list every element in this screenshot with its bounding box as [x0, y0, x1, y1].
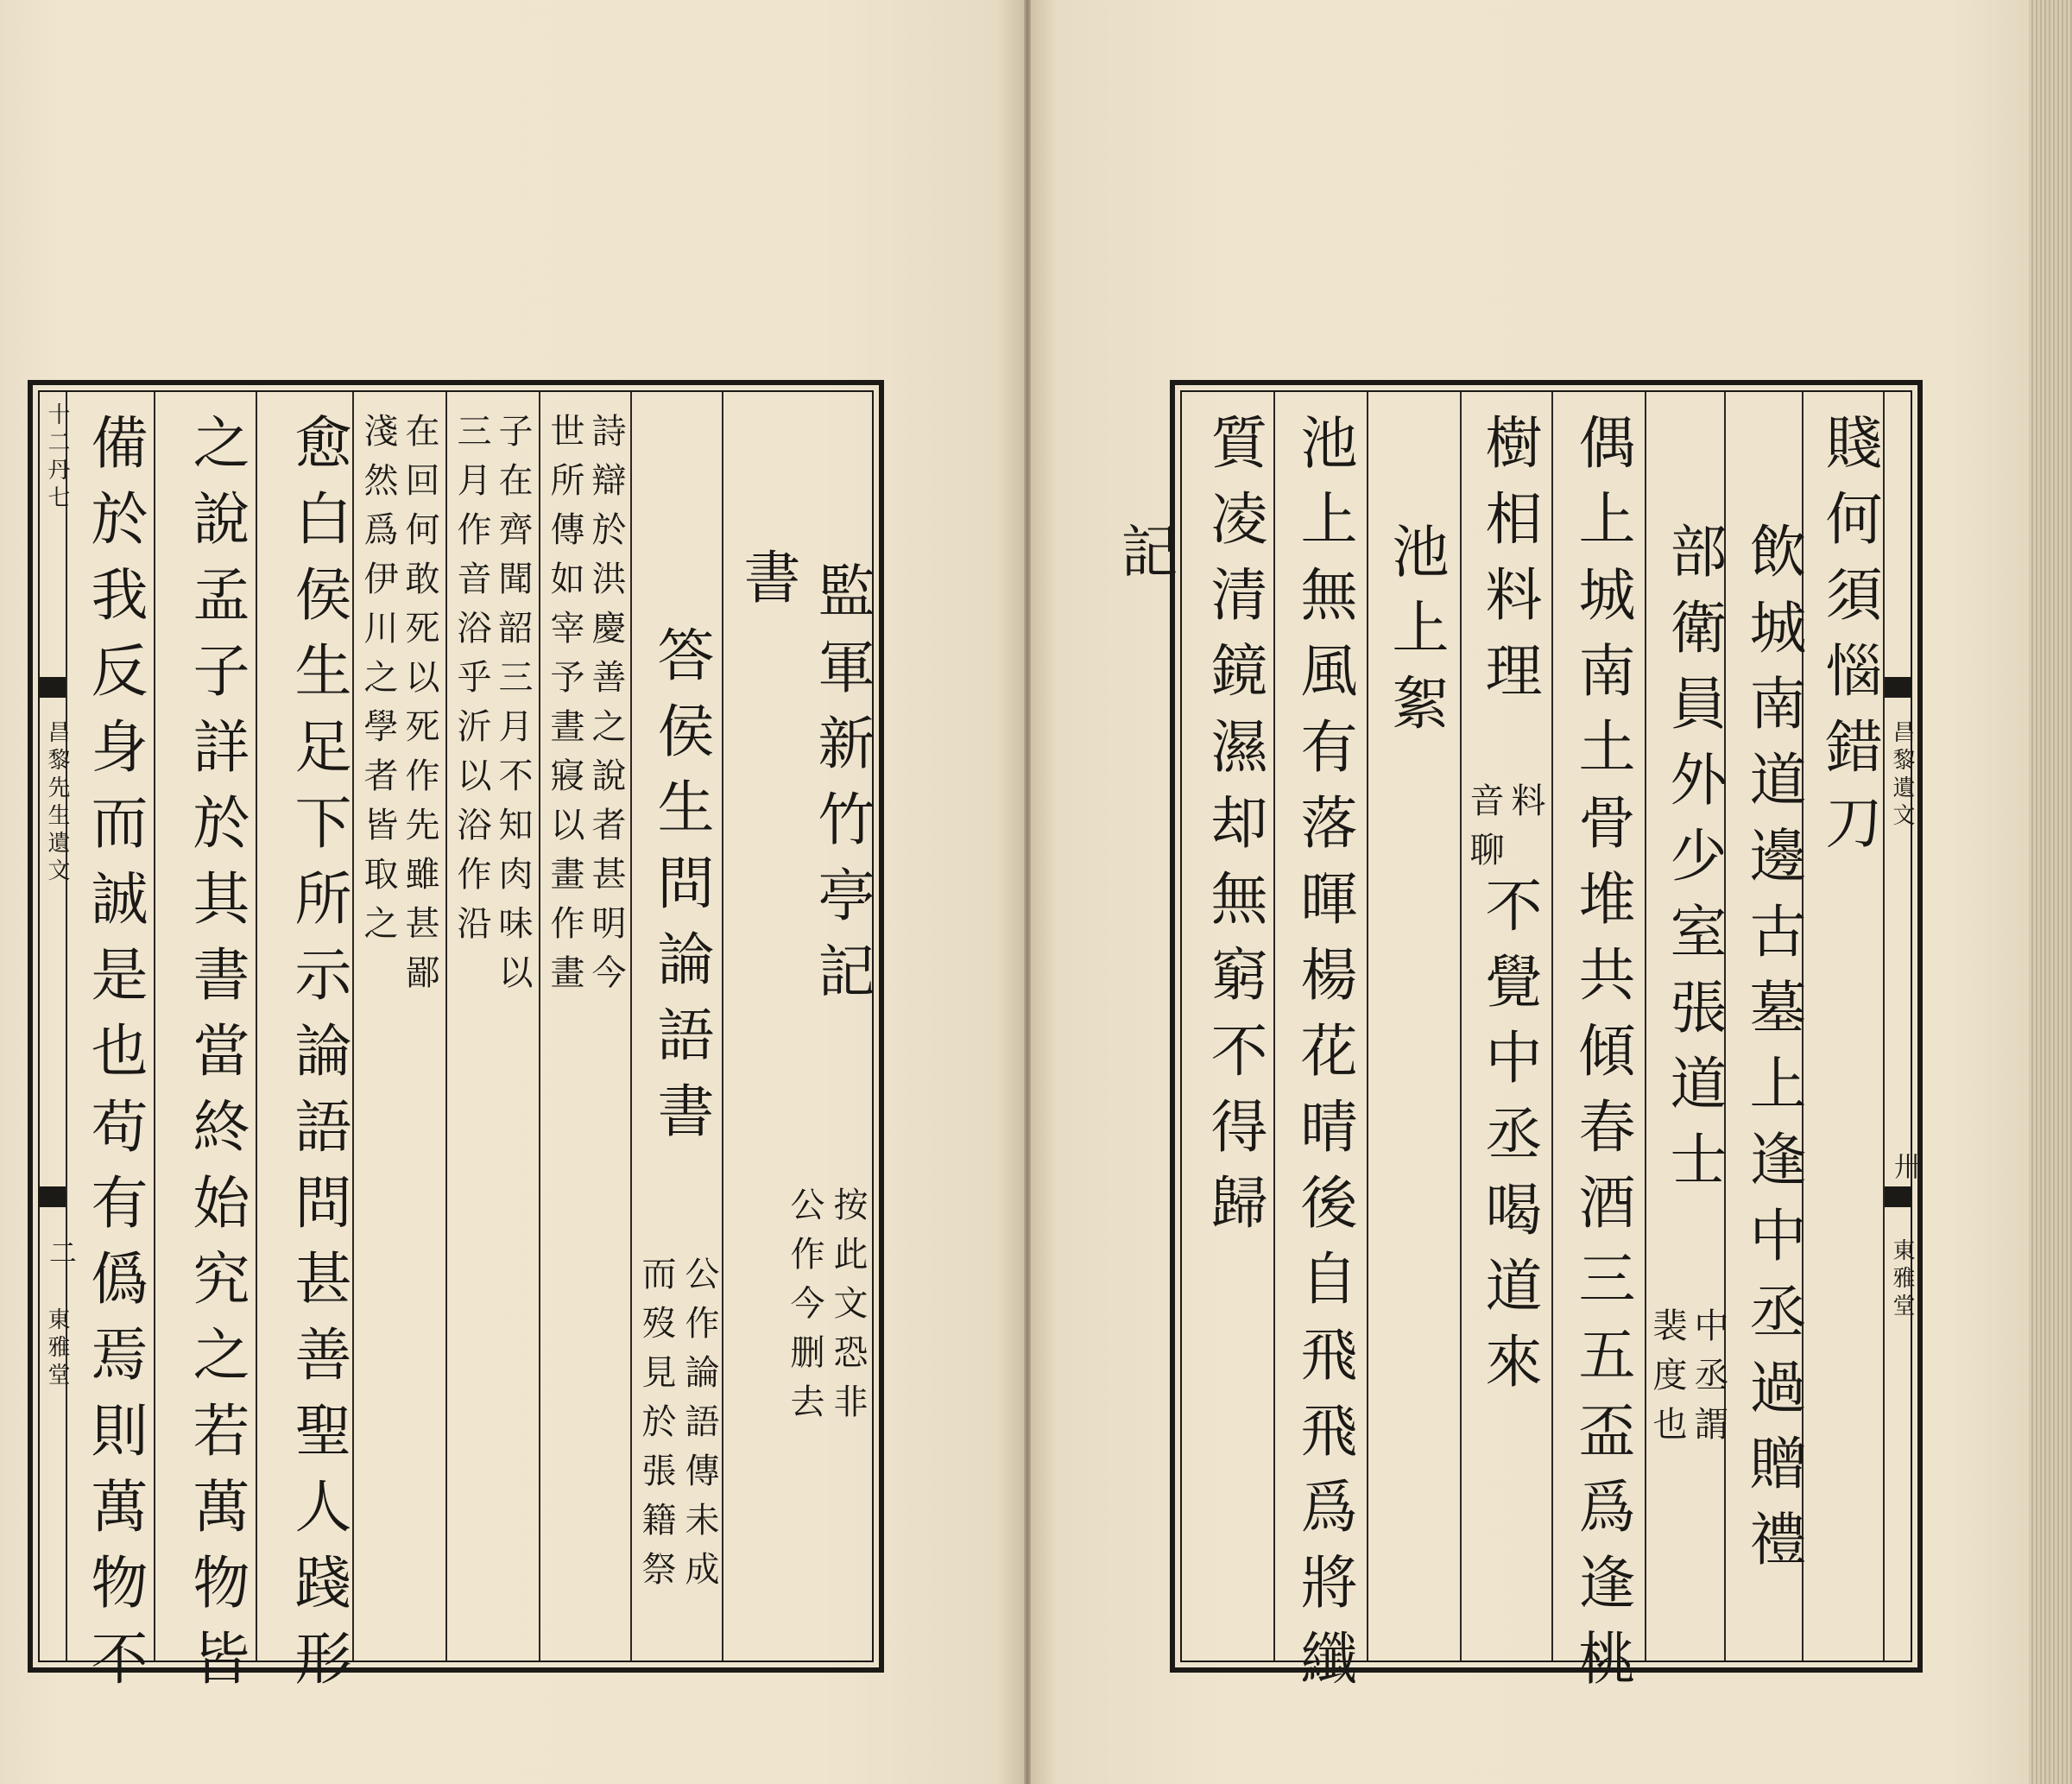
annotation-column-5b: 音聊	[1464, 782, 1504, 881]
text-column-9: 記	[1111, 522, 1178, 598]
right-text-frame	[1111, 380, 1923, 1705]
text-column-1: 賤何須惱錯刀	[1816, 413, 1882, 869]
annotation-column-4a: 詩辯於洪慶善之說者甚明今	[586, 413, 626, 1003]
text-column-1: 監軍新竹亭記	[808, 561, 875, 1017]
column-rule	[630, 392, 632, 1661]
text-column-8: 之說孟子詳於其書當終始究之若萬物皆	[183, 413, 250, 1705]
annotation-column-1b: 公作今删去	[785, 1186, 824, 1433]
right-fold-hall-name: 東雅堂	[1889, 1238, 1915, 1321]
left-fold-page-number: 二	[45, 1238, 78, 1271]
annotation-column-1a: 按此文恐非	[828, 1186, 868, 1433]
annotation-column-6b: 淺然爲伊川之學者皆取之	[358, 413, 398, 954]
annotation-column-5a: 料	[1506, 782, 1545, 832]
annotation-column-6a: 在回何敢死以死作先雖甚鄙	[400, 413, 439, 1003]
column-rule	[445, 392, 447, 1661]
left-inner-frame	[38, 390, 875, 1705]
left-fold-title: 昌黎先生遺文	[44, 720, 70, 886]
annotation-column-3a: 中丞謂	[1689, 1307, 1728, 1455]
text-column-4: 偶上城南土骨堆共傾春酒三五盃爲逢桃	[1569, 413, 1635, 1705]
annotation-column-5b: 三月作音浴乎沂以浴作沿	[452, 413, 491, 954]
text-column-2: 書	[734, 547, 800, 623]
text-column-7: 愈白侯生足下所示論語問甚善聖人踐形	[285, 413, 351, 1705]
page-edges	[2029, 0, 2072, 1784]
text-column-2: 飲城南道邊古墓上逢中丞過贈禮	[1740, 522, 1806, 1585]
text-column-3: 答侯生問論語書	[648, 625, 714, 1157]
annotation-column-3a: 公作論語傳未成	[679, 1256, 719, 1600]
column-rule	[1460, 392, 1462, 1661]
left-fold-strip	[40, 392, 78, 1661]
text-column-6: 池上絮	[1382, 522, 1449, 750]
annotation-column-3b: 而歿見於張籍祭	[636, 1256, 676, 1600]
left-fold-top-text: 十二丹七	[44, 402, 70, 513]
text-column-5-continued: 不覺中丞喝道來	[1475, 876, 1542, 1408]
annotation-column-4b: 世所傳如宰予晝寢以畫作畫	[545, 413, 584, 1003]
fishtail-mark	[40, 1186, 66, 1221]
right-inner-frame	[1111, 390, 1923, 1705]
text-column-7: 池上無風有落暉楊花晴後自飛飛爲將纖	[1291, 413, 1357, 1705]
column-rule	[539, 392, 540, 1661]
text-column-3: 部衛員外少室張道士	[1660, 522, 1727, 1205]
left-fold-hall-name: 東雅堂	[44, 1307, 70, 1390]
book-gutter	[1024, 0, 1031, 1784]
text-column-8: 質凌清鏡濕却無窮不得歸	[1201, 413, 1267, 1249]
right-fold-title: 昌黎遺文	[1889, 720, 1915, 831]
annotation-column-3b: 裴度也	[1647, 1307, 1687, 1455]
annotation-column-5a: 子在齊聞韶三月不知肉味以	[493, 413, 533, 1003]
fishtail-mark	[1885, 1186, 1912, 1221]
left-text-frame	[28, 380, 884, 1705]
right-fold-page-number: 卅	[1890, 1152, 1923, 1185]
fishtail-mark	[40, 677, 66, 712]
text-column-5: 樹相料理	[1475, 413, 1542, 717]
text-column-9: 備於我反身而誠是也苟有僞焉則萬物不	[81, 413, 148, 1705]
